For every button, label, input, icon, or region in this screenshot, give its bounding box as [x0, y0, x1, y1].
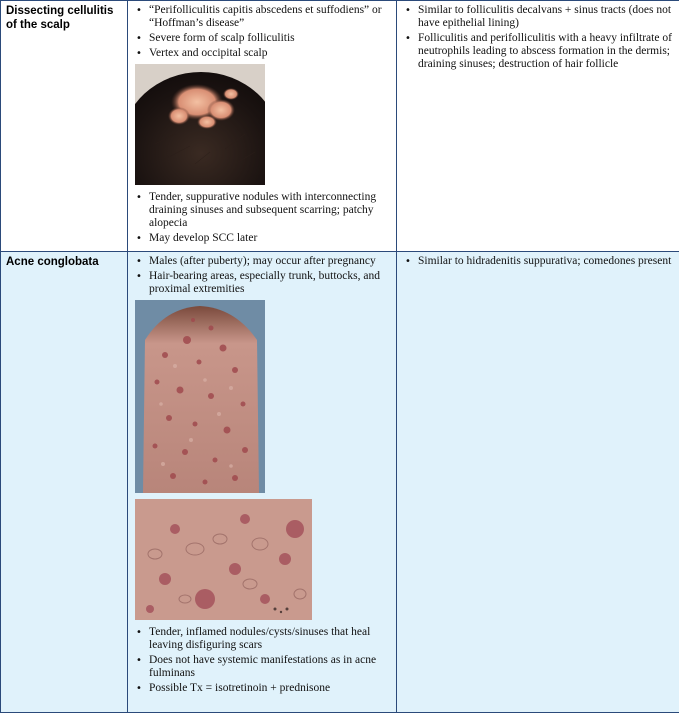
feature-item: • Hair-bearing areas, especially trunk, buttocks, and proximal extremities [149, 270, 391, 296]
histology-item: • Folliculitis and perifolliculitis with a heavy infiltrate of neutrophils leading to abscess formation in the dermis; draining sinuses; destruction of hair follicle [418, 32, 679, 71]
table-row [1, 1, 679, 252]
feature-item: • “Perifolliculitis capitis abscedens et suffodiens” or “Hoffman’s disease” [149, 4, 391, 30]
condition-name: Dissecting cellulitis of the scalp [6, 5, 114, 31]
features-cell [128, 1, 397, 252]
feature-item: • May develop SCC later [149, 232, 391, 245]
feature-list [133, 191, 391, 245]
nodules-closeup-photo [135, 499, 312, 620]
histology-cell [397, 251, 679, 712]
feature-list [133, 626, 391, 695]
condition-cell [1, 251, 128, 712]
feature-item: • Does not have systemic manifestations as in acne fulminans [149, 654, 391, 680]
feature-item: • Vertex and occipital scalp [149, 47, 391, 60]
table-row [1, 251, 679, 712]
feature-item: • Possible Tx = isotretinoin + prednisone [149, 682, 391, 695]
histology-item: • Similar to folliculitis decalvans + sinus tracts (does not have epithelial lining) [418, 4, 679, 30]
histology-list [402, 4, 679, 71]
histology-list [402, 255, 679, 268]
feature-list [133, 255, 391, 296]
condition-cell [1, 1, 128, 252]
feature-item: • Tender, inflamed nodules/cysts/sinuses that heal leaving disfiguring scars [149, 626, 391, 652]
back-clinical-photo [135, 300, 265, 493]
feature-item: • Severe form of scalp folliculitis [149, 32, 391, 45]
histology-item: • Similar to hidradenitis suppurativa; comedones present [418, 255, 679, 268]
feature-list [133, 4, 391, 60]
features-cell [128, 251, 397, 712]
feature-item: • Males (after puberty); may occur after pregnancy [149, 255, 391, 268]
histology-cell [397, 1, 679, 252]
scalp-clinical-photo [135, 64, 265, 185]
feature-item: • Tender, suppurative nodules with interconnecting draining sinuses and subsequent scarring; patchy alopecia [149, 191, 391, 230]
condition-name: Acne conglobata [6, 255, 99, 268]
